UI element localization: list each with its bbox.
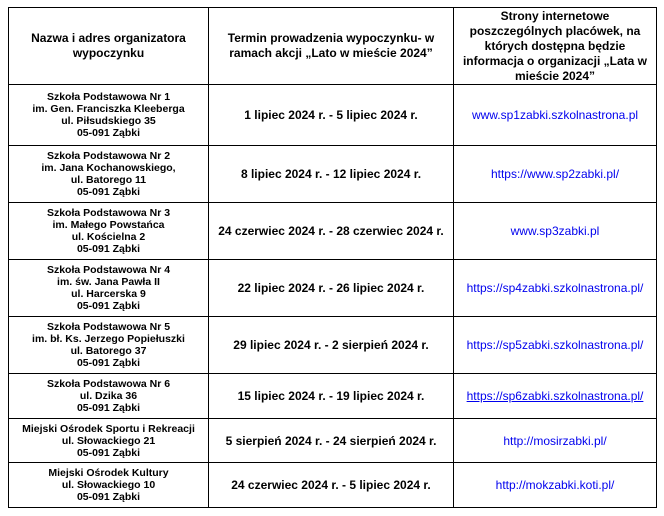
organizer-cell: Szkoła Podstawowa Nr 4 im. św. Jana Pawła II ul. Harcerska 9 05-091 Ząbki xyxy=(9,260,209,317)
website-cell xyxy=(454,85,657,146)
header-websites: Strony internetowe poszczególnych placówek, na których dostępna będzie informacja o organizacji „Lata w mieście 2024” xyxy=(454,8,657,85)
summer-camps-table xyxy=(8,7,657,508)
website-link[interactable]: www.sp1zabki.szkolnastrona.pl xyxy=(471,108,639,122)
website-cell xyxy=(454,317,657,374)
term-cell: 1 lipiec 2024 r. - 5 lipiec 2024 r. xyxy=(209,85,454,146)
website-link[interactable]: https://sp4zabki.szkolnastrona.pl/ xyxy=(466,281,644,295)
header-row xyxy=(9,8,657,85)
table-row xyxy=(9,260,657,317)
organizer-cell: Miejski Ośrodek Kultury ul. Słowackiego 10 05-091 Ząbki xyxy=(9,463,209,508)
table-row xyxy=(9,374,657,419)
header-organizer: Nazwa i adres organizatora wypoczynku xyxy=(9,8,209,85)
website-cell xyxy=(454,419,657,463)
website-cell xyxy=(454,463,657,508)
website-link[interactable]: http://mokzabki.koti.pl/ xyxy=(495,478,615,492)
organizer-cell: Szkoła Podstawowa Nr 1 im. Gen. Franciszka Kleeberga ul. Piłsudskiego 35 05-091 Ząbki xyxy=(9,85,209,146)
website-link[interactable]: http://mosirzabki.pl/ xyxy=(503,433,607,448)
website-link[interactable]: https://sp6zabki.szkolnastrona.pl/ xyxy=(466,389,644,403)
term-cell: 24 czerwiec 2024 r. - 5 lipiec 2024 r. xyxy=(209,463,454,508)
organizer-cell: Miejski Ośrodek Sportu i Rekreacji ul. Słowackiego 21 05-091 Ząbki xyxy=(9,419,209,463)
term-cell: 24 czerwiec 2024 r. - 28 czerwiec 2024 r. xyxy=(209,203,454,260)
term-cell: 8 lipiec 2024 r. - 12 lipiec 2024 r. xyxy=(209,146,454,203)
header-term: Termin prowadzenia wypoczynku- w ramach akcji „Lato w mieście 2024” xyxy=(209,8,454,85)
table-row xyxy=(9,317,657,374)
website-link[interactable]: https://sp5zabki.szkolnastrona.pl/ xyxy=(466,338,644,352)
website-cell xyxy=(454,374,657,419)
website-cell xyxy=(454,260,657,317)
table-row xyxy=(9,463,657,508)
table-row xyxy=(9,146,657,203)
organizer-cell: Szkoła Podstawowa Nr 5 im. bł. Ks. Jerzego Popiełuszki ul. Batorego 37 05-091 Ząbki xyxy=(9,317,209,374)
website-cell xyxy=(454,146,657,203)
table-row xyxy=(9,85,657,146)
term-cell: 29 lipiec 2024 r. - 2 sierpień 2024 r. xyxy=(209,317,454,374)
table-row xyxy=(9,203,657,260)
term-cell: 22 lipiec 2024 r. - 26 lipiec 2024 r. xyxy=(209,260,454,317)
website-link[interactable]: www.sp3zabki.pl xyxy=(510,224,600,238)
table-row xyxy=(9,419,657,463)
organizer-cell: Szkoła Podstawowa Nr 3 im. Małego Powstańca ul. Kościelna 2 05-091 Ząbki xyxy=(9,203,209,260)
term-cell: 5 sierpień 2024 r. - 24 sierpień 2024 r. xyxy=(209,419,454,463)
organizer-cell: Szkoła Podstawowa Nr 6 ul. Dzika 36 05-091 Ząbki xyxy=(9,374,209,419)
website-link[interactable]: https://www.sp2zabki.pl/ xyxy=(490,167,620,181)
website-cell xyxy=(454,203,657,260)
term-cell: 15 lipiec 2024 r. - 19 lipiec 2024 r. xyxy=(209,374,454,419)
organizer-cell: Szkoła Podstawowa Nr 2 im. Jana Kochanowskiego, ul. Batorego 11 05-091 Ząbki xyxy=(9,146,209,203)
document-page xyxy=(8,7,657,508)
